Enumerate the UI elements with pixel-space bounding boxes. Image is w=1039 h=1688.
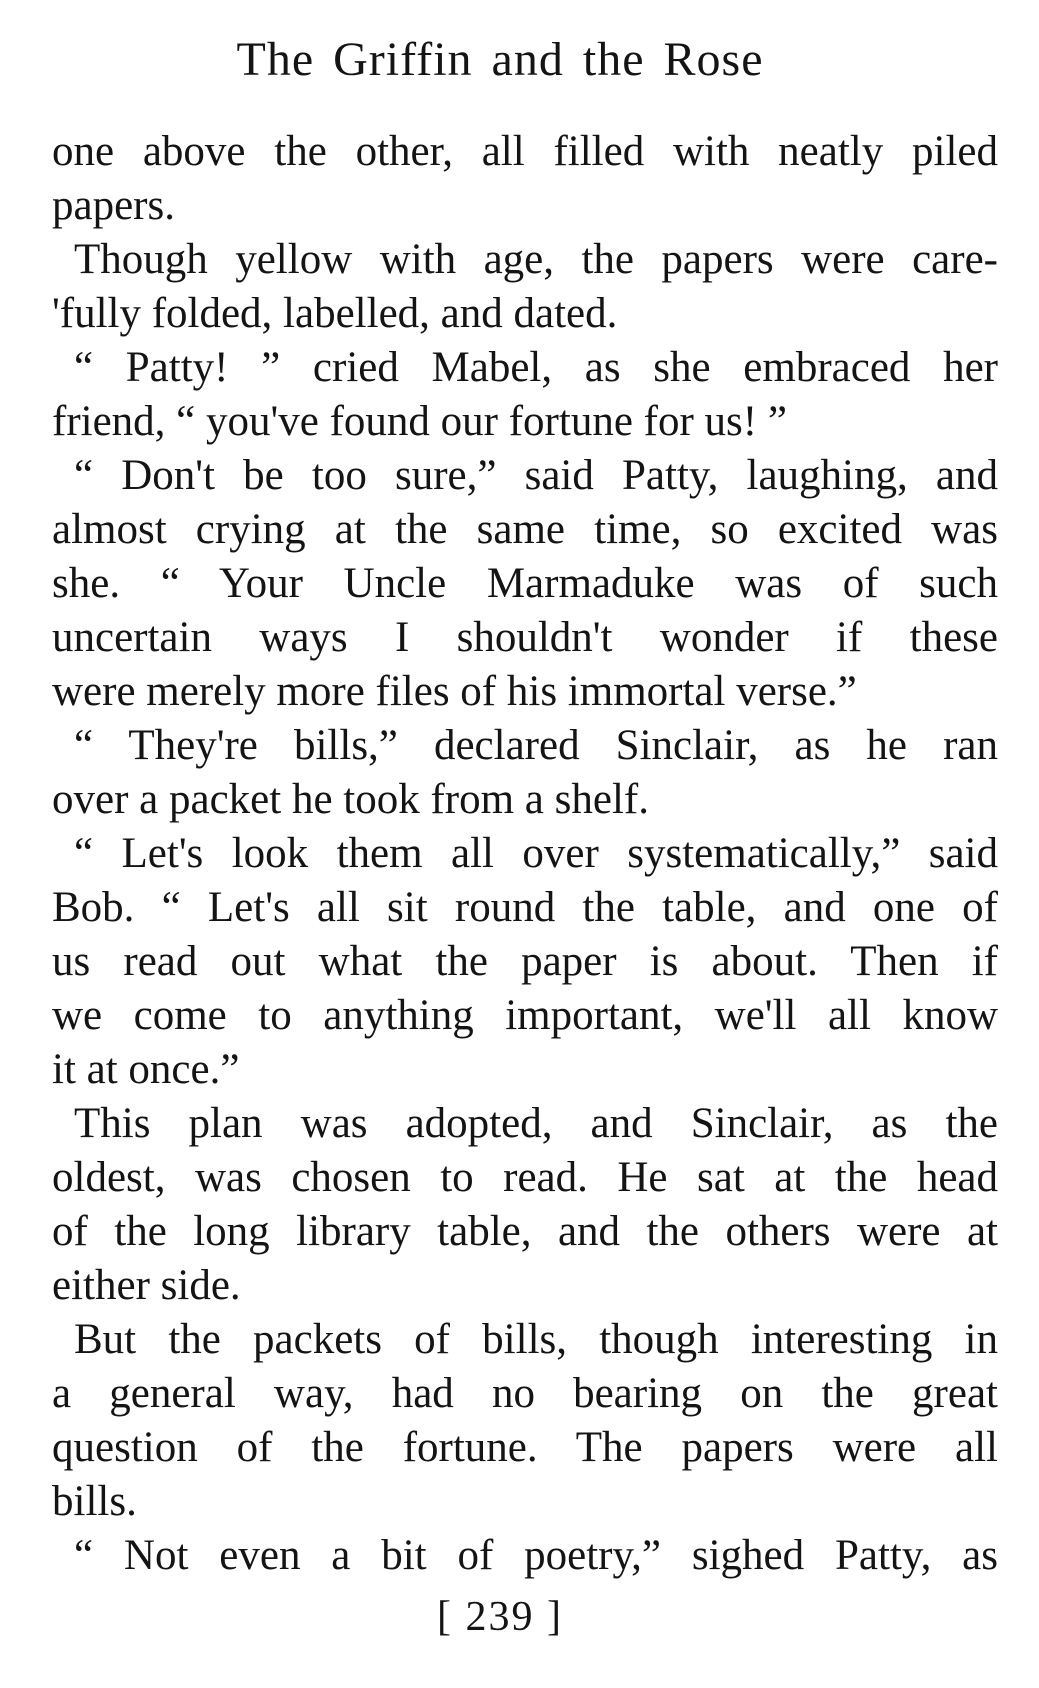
text-line: Though yellow with age, the papers were care- bbox=[74, 236, 998, 283]
text-line: over a packet he took from a shelf. bbox=[52, 776, 649, 823]
text-line: one above the other, all filled with neatly piled bbox=[52, 128, 998, 175]
text-line: “ Not even a bit of poetry,” sighed Patty, as bbox=[74, 1532, 998, 1579]
text-line: bills. bbox=[52, 1478, 137, 1525]
text-line: almost crying at the same time, so excited was bbox=[52, 506, 998, 553]
text-line: But the packets of bills, though interesting in bbox=[74, 1316, 998, 1363]
body-text bbox=[52, 125, 998, 1583]
text-line: “ They're bills,” declared Sinclair, as he ran bbox=[74, 722, 998, 769]
running-head-title: The Griffin and the Rose bbox=[236, 33, 764, 86]
text-line: a general way, had no bearing on the great bbox=[52, 1370, 998, 1417]
text-line: “ Don't be too sure,” said Patty, laughing, and bbox=[74, 452, 998, 499]
text-line: “ Patty! ” cried Mabel, as she embraced her bbox=[74, 344, 998, 391]
page-number: [ 239 ] bbox=[437, 1594, 563, 1640]
text-line: uncertain ways I shouldn't wonder if these bbox=[52, 614, 998, 661]
text-line: Bob. “ Let's all sit round the table, and one of bbox=[52, 884, 998, 931]
text-line: were merely more files of his immortal verse.” bbox=[52, 668, 857, 715]
text-line: papers. bbox=[52, 182, 175, 229]
text-line: oldest, was chosen to read. He sat at the head bbox=[52, 1154, 998, 1201]
text-line: we come to anything important, we'll all know bbox=[52, 992, 998, 1039]
text-line: us read out what the paper is about. Then if bbox=[52, 938, 998, 985]
text-line: she. “ Your Uncle Marmaduke was of such bbox=[52, 560, 998, 607]
text-line: “ Let's look them all over systematically,” said bbox=[74, 830, 998, 877]
text-line: 'fully folded, labelled, and dated. bbox=[52, 290, 618, 337]
text-line: This plan was adopted, and Sinclair, as the bbox=[74, 1100, 998, 1147]
text-line: question of the fortune. The papers were all bbox=[52, 1424, 998, 1471]
text-line: it at once.” bbox=[52, 1046, 240, 1093]
text-line: of the long library table, and the others were at bbox=[52, 1208, 998, 1255]
text-line: either side. bbox=[52, 1262, 241, 1309]
text-line: friend, “ you've found our fortune for us! ” bbox=[52, 398, 787, 445]
